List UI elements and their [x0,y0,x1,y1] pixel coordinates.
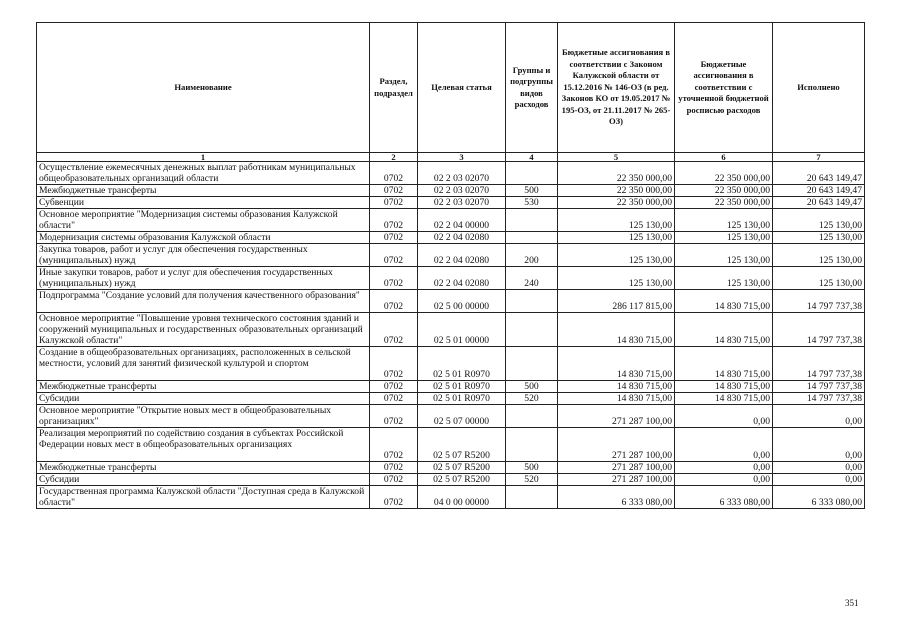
table-row [37,462,865,474]
row-name: Основное мероприятие "Модернизация системы образования Калужской области" [37,209,370,232]
row-budget-roster: 14 830 715,00 [675,381,773,393]
row-name: Субсидии [37,393,370,405]
row-executed: 14 797 737,38 [773,313,865,347]
row-name: Межбюджетные трансферты [37,462,370,474]
row-section: 0702 [370,347,418,381]
row-group: 530 [506,197,558,209]
table-row [37,381,865,393]
row-group [506,347,558,381]
row-section: 0702 [370,209,418,232]
row-section: 0702 [370,197,418,209]
row-group: 200 [506,244,558,267]
row-group [506,162,558,185]
row-group: 240 [506,267,558,290]
row-budget-roster: 125 130,00 [675,244,773,267]
row-name: Межбюджетные трансферты [37,381,370,393]
row-group: 520 [506,393,558,405]
table-row [37,232,865,244]
row-section: 0702 [370,405,418,428]
row-budget-roster: 0,00 [675,428,773,462]
header-budget-roster: Бюджетные ассигнования в соответствии с уточненной бюджетной росписью расходов [675,23,773,153]
row-article: 02 2 03 02070 [418,197,506,209]
row-name: Создание в общеобразовательных организациях, расположенных в сельской местности, условий для занятий физической культурой и спортом [37,347,370,381]
row-section: 0702 [370,486,418,509]
row-name: Субсидии [37,474,370,486]
row-budget-law: 271 287 100,00 [558,405,675,428]
table-row [37,209,865,232]
row-group [506,313,558,347]
column-number: 5 [558,153,675,162]
row-section: 0702 [370,428,418,462]
row-budget-roster: 22 350 000,00 [675,162,773,185]
row-budget-roster: 0,00 [675,462,773,474]
table-row [37,313,865,347]
row-name: Основное мероприятие "Открытие новых мест в общеобразовательных организациях" [37,405,370,428]
row-budget-law: 125 130,00 [558,209,675,232]
row-article: 02 2 03 02070 [418,185,506,197]
row-budget-law: 22 350 000,00 [558,162,675,185]
table-row [37,428,865,462]
row-budget-roster: 14 830 715,00 [675,290,773,313]
row-budget-law: 286 117 815,00 [558,290,675,313]
row-group: 520 [506,474,558,486]
row-name: Реализация мероприятий по содействию создания в субъектах Российской Федерации новых мест в общеобразовательных организациях [37,428,370,462]
row-budget-roster: 125 130,00 [675,232,773,244]
row-section: 0702 [370,381,418,393]
row-group [506,209,558,232]
row-budget-law: 125 130,00 [558,232,675,244]
row-budget-law: 6 333 080,00 [558,486,675,509]
table-row [37,267,865,290]
row-article: 02 5 07 00000 [418,405,506,428]
row-article: 02 5 07 R5200 [418,474,506,486]
row-executed: 20 643 149,47 [773,197,865,209]
row-name: Модернизация системы образования Калужской области [37,232,370,244]
header-article: Целевая статья [418,23,506,153]
column-number: 2 [370,153,418,162]
row-executed: 20 643 149,47 [773,185,865,197]
row-budget-law: 22 350 000,00 [558,185,675,197]
row-budget-roster: 0,00 [675,474,773,486]
row-group [506,428,558,462]
row-budget-law: 14 830 715,00 [558,381,675,393]
header-group: Группы и подгруппы видов расходов [506,23,558,153]
row-section: 0702 [370,244,418,267]
header-name: Наименование [37,23,370,153]
row-budget-roster: 125 130,00 [675,209,773,232]
row-executed: 0,00 [773,428,865,462]
row-article: 02 5 00 00000 [418,290,506,313]
row-name: Государственная программа Калужской области "Доступная среда в Калужской области" [37,486,370,509]
row-section: 0702 [370,393,418,405]
row-budget-law: 14 830 715,00 [558,347,675,381]
header-executed: Исполнено [773,23,865,153]
table-row [37,486,865,509]
page-number: 351 [845,598,859,608]
row-article: 02 2 04 02080 [418,244,506,267]
row-budget-law: 271 287 100,00 [558,428,675,462]
row-budget-roster: 6 333 080,00 [675,486,773,509]
table-row [37,162,865,185]
column-number-row [37,153,865,162]
row-name: Субвенции [37,197,370,209]
row-article: 02 5 01 R0970 [418,393,506,405]
table-header-row [37,23,865,153]
table-row [37,474,865,486]
row-executed: 125 130,00 [773,244,865,267]
row-executed: 125 130,00 [773,267,865,290]
row-name: Подпрограмма "Создание условий для получения качественного образования" [37,290,370,313]
row-group: 500 [506,381,558,393]
row-name: Межбюджетные трансферты [37,185,370,197]
row-group [506,290,558,313]
row-executed: 0,00 [773,462,865,474]
table-row [37,290,865,313]
row-budget-law: 14 830 715,00 [558,393,675,405]
row-section: 0702 [370,474,418,486]
row-section: 0702 [370,290,418,313]
row-budget-roster: 125 130,00 [675,267,773,290]
row-name: Осуществление ежемесячных денежных выплат работникам муниципальных общеобразовательных организаций области [37,162,370,185]
row-budget-roster: 14 830 715,00 [675,393,773,405]
row-executed: 20 643 149,47 [773,162,865,185]
column-number: 6 [675,153,773,162]
row-group: 500 [506,462,558,474]
row-budget-law: 125 130,00 [558,267,675,290]
row-group [506,232,558,244]
row-name: Иные закупки товаров, работ и услуг для обеспечения государственных (муниципальных) нужд [37,267,370,290]
row-section: 0702 [370,162,418,185]
row-executed: 0,00 [773,405,865,428]
column-number: 1 [37,153,370,162]
row-article: 02 2 03 02070 [418,162,506,185]
row-executed: 14 797 737,38 [773,393,865,405]
table-row [37,244,865,267]
row-budget-law: 125 130,00 [558,244,675,267]
row-budget-roster: 22 350 000,00 [675,197,773,209]
table-row [37,197,865,209]
table-row [37,393,865,405]
row-article: 02 5 01 R0970 [418,381,506,393]
row-section: 0702 [370,267,418,290]
row-budget-roster: 14 830 715,00 [675,347,773,381]
row-executed: 14 797 737,38 [773,290,865,313]
column-number: 4 [506,153,558,162]
row-budget-roster: 14 830 715,00 [675,313,773,347]
row-section: 0702 [370,185,418,197]
header-budget-law: Бюджетные ассигнования в соответствии с Законом Калужской области от 15.12.2016 № 146-ОЗ (в ред. Законов КО от 19.05.2017 № 195-ОЗ, от 21.11.2017 № 265-ОЗ) [558,23,675,153]
table-row [37,347,865,381]
row-article: 02 5 07 R5200 [418,428,506,462]
row-article: 02 5 01 00000 [418,313,506,347]
row-article: 04 0 00 00000 [418,486,506,509]
table-body [37,162,865,509]
row-budget-roster: 22 350 000,00 [675,185,773,197]
row-budget-law: 22 350 000,00 [558,197,675,209]
table-row [37,185,865,197]
row-budget-roster: 0,00 [675,405,773,428]
row-group [506,405,558,428]
row-article: 02 2 04 02080 [418,232,506,244]
row-budget-law: 14 830 715,00 [558,313,675,347]
row-executed: 125 130,00 [773,232,865,244]
row-article: 02 5 07 R5200 [418,462,506,474]
table-row [37,405,865,428]
header-section: Раздел, подраздел [370,23,418,153]
row-executed: 14 797 737,38 [773,381,865,393]
row-group: 500 [506,185,558,197]
row-executed: 0,00 [773,474,865,486]
row-executed: 14 797 737,38 [773,347,865,381]
row-executed: 125 130,00 [773,209,865,232]
row-article: 02 2 04 00000 [418,209,506,232]
row-section: 0702 [370,232,418,244]
budget-table [36,22,865,509]
row-article: 02 2 04 02080 [418,267,506,290]
row-article: 02 5 01 R0970 [418,347,506,381]
row-name: Основное мероприятие "Повышение уровня технического состояния зданий и сооружений муниципальных и государственных образовательных организаций Калужской области" [37,313,370,347]
row-executed: 6 333 080,00 [773,486,865,509]
row-section: 0702 [370,462,418,474]
column-number: 3 [418,153,506,162]
row-budget-law: 271 287 100,00 [558,474,675,486]
column-number: 7 [773,153,865,162]
row-group [506,486,558,509]
row-budget-law: 271 287 100,00 [558,462,675,474]
row-section: 0702 [370,313,418,347]
row-name: Закупка товаров, работ и услуг для обеспечения государственных (муниципальных) нужд [37,244,370,267]
